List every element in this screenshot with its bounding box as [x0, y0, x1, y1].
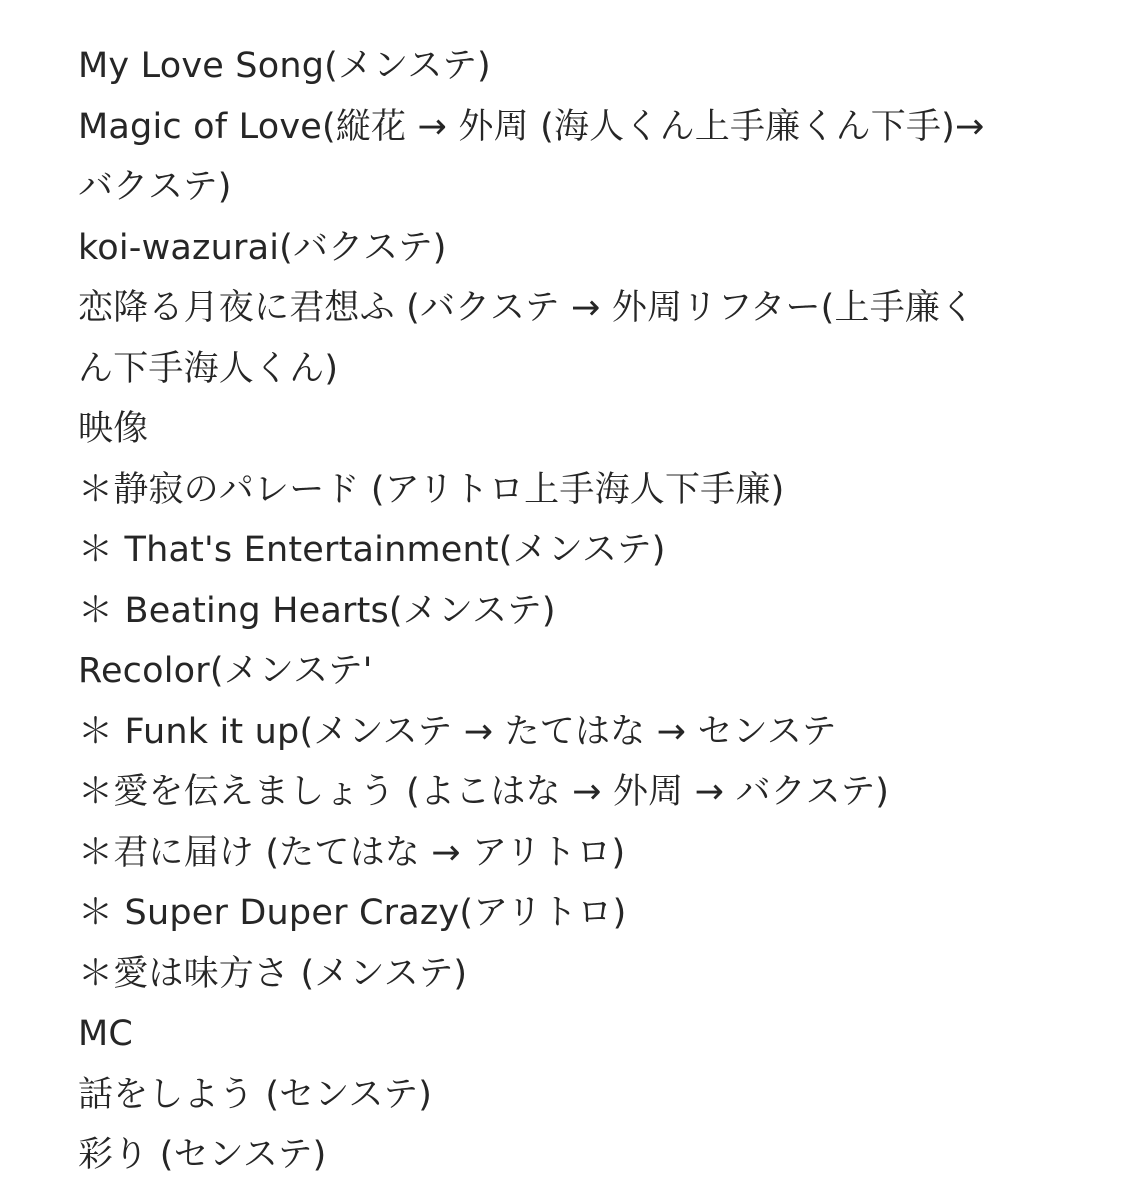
note-line: ＊静寂のパレード (アリトロ上手海人下手廉) [78, 469, 785, 510]
note-line: 映像 [78, 409, 149, 449]
note-line: MC [78, 1014, 134, 1054]
note-line: ＊ Funk it up(メンステ → たてはな → センステ [78, 711, 837, 752]
note-line: koi-wazurai(バクステ) [78, 227, 447, 268]
note-line: 話をしよう (センステ) [78, 1074, 433, 1115]
note-line: ＊ Super Duper Crazy(アリトロ) [78, 893, 627, 933]
note-line: バクステ) [78, 167, 232, 207]
note-line: My Love Song(メンステ) [78, 46, 491, 86]
note-line: ＊愛を伝えましょう (よこはな → 外周 → バクステ) [78, 772, 890, 812]
note-line: Magic of Love(縦花 → 外周 (海人くん上手廉くん下手)→ [78, 106, 985, 147]
note-line: ＊君に届け (たてはな → アリトロ) [78, 832, 626, 873]
note-line: ＊ That's Entertainment(メンステ) [78, 530, 666, 570]
note-line: 彩り (センステ) [78, 1135, 327, 1175]
note-line: ＊愛は味方さ (メンステ) [78, 953, 468, 994]
note-line: ＊ Beating Hearts(メンステ) [78, 590, 556, 631]
note-line: ん下手海人くん) [78, 348, 339, 389]
note-line: 恋降る月夜に君想ふ (バクステ → 外周リフター(上手廉く [78, 288, 976, 328]
note-line: Recolor(メンステ' [78, 651, 373, 691]
note-body [78, 36, 1078, 1186]
